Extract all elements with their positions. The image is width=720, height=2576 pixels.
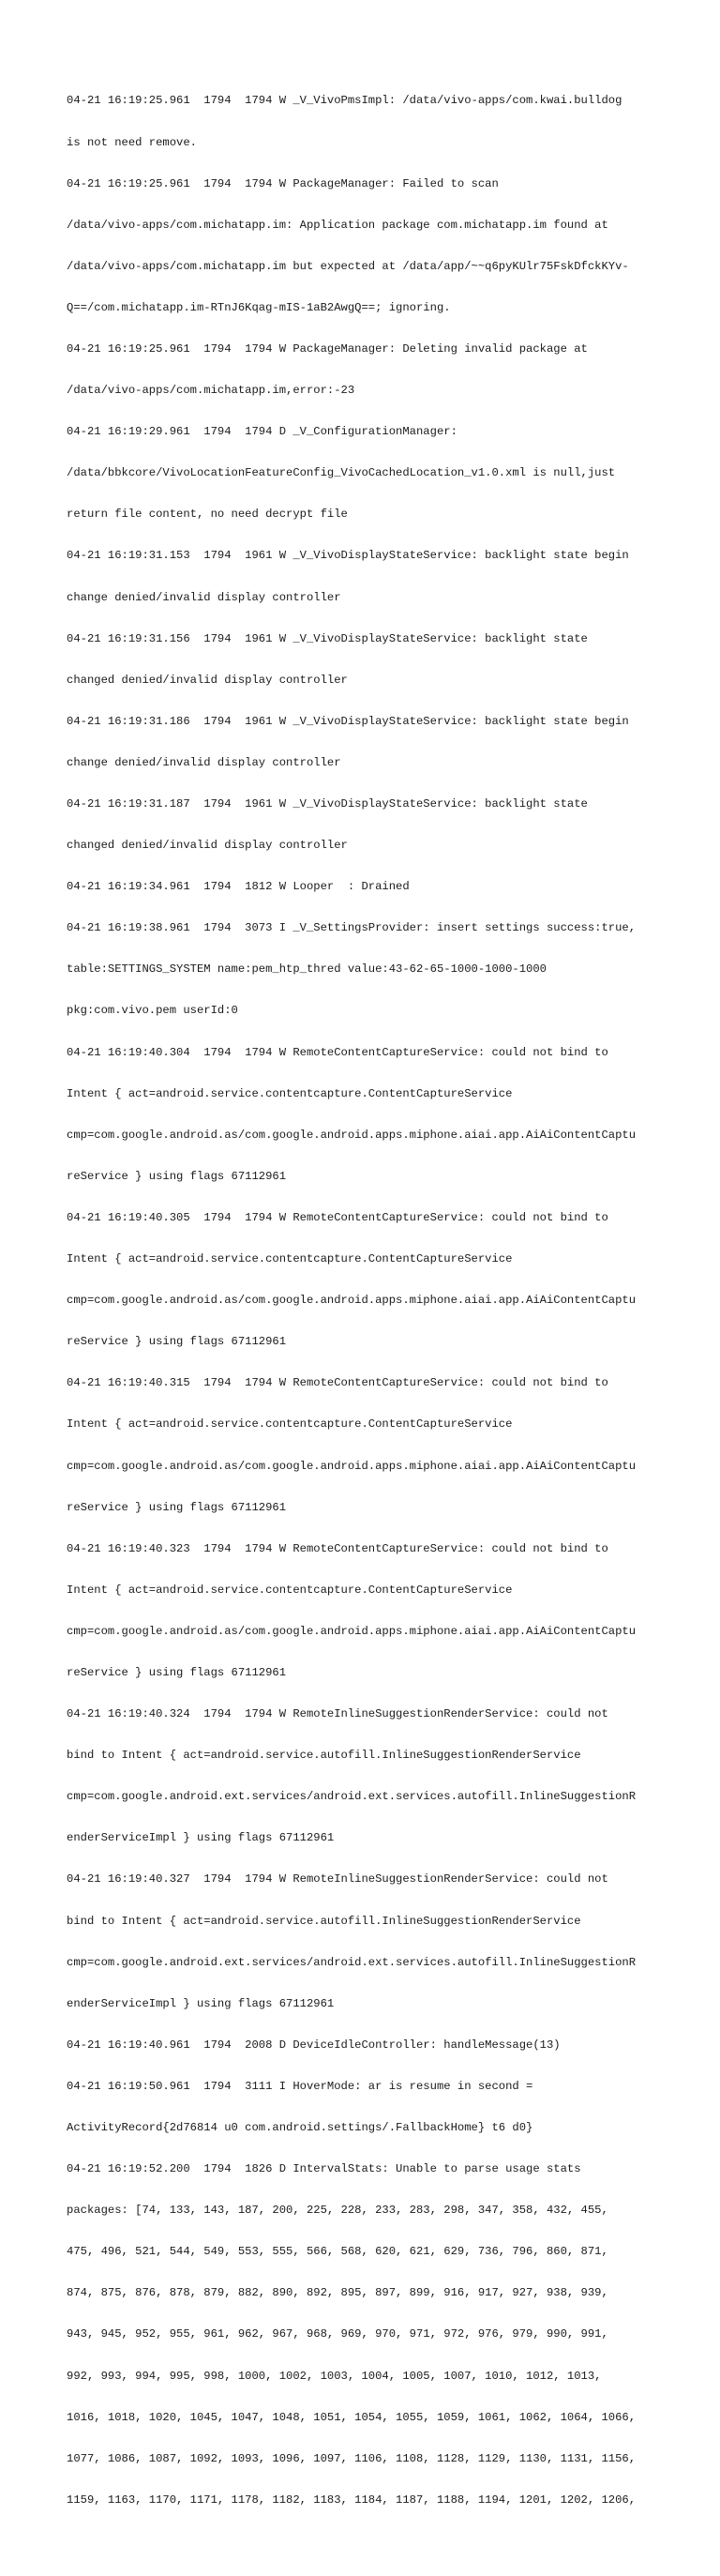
- log-line: [67, 2535, 667, 2549]
- log-line: 1159, 1163, 1170, 1171, 1178, 1182, 1183, 1184, 1187, 1188, 1194, 1201, 1202, 1206,: [67, 2493, 637, 2507]
- log-line: Intent { act=android.service.contentcapture.ContentCaptureService: [67, 1252, 513, 1266]
- log-line: 04-21 16:19:40.324 1794 1794 W RemoteInlineSuggestionRenderService: could not: [67, 1707, 608, 1721]
- log-line: changed denied/invalid display controller: [67, 839, 348, 853]
- log-line: /data/bbkcore/VivoLocationFeatureConfig_VivoCachedLocation_v1.0.xml is null,just: [67, 466, 616, 480]
- log-line: 04-21 16:19:40.961 1794 2008 D DeviceIdleController: handleMessage(13): [67, 2038, 561, 2052]
- log-line: bind to Intent { act=android.service.autofill.InlineSuggestionRenderService: [67, 1914, 581, 1928]
- log-line: 943, 945, 952, 955, 961, 962, 967, 968, 969, 970, 971, 972, 976, 979, 990, 991,: [67, 2327, 608, 2341]
- log-line: /data/vivo-apps/com.michatapp.im but expected at /data/app/~~q6pyKUlr75FskDfckKYv-: [67, 259, 629, 273]
- log-line: pkg:com.vivo.pem userId:0: [67, 1004, 238, 1018]
- log-line: bind to Intent { act=android.service.autofill.InlineSuggestionRenderService: [67, 1749, 581, 1763]
- log-line: 04-21 16:19:31.186 1794 1961 W _V_VivoDisplayStateService: backlight state begin: [67, 714, 629, 728]
- log-line: 04-21 16:19:25.961 1794 1794 W PackageManager: Failed to scan: [67, 176, 499, 190]
- log-line: 04-21 16:19:40.304 1794 1794 W RemoteContentCaptureService: could not bind to: [67, 1045, 608, 1059]
- log-line: reService } using flags 67112961: [67, 1665, 287, 1679]
- log-line: /data/vivo-apps/com.michatapp.im,error:-23: [67, 384, 355, 398]
- log-line: cmp=com.google.android.ext.services/android.ext.services.autofill.InlineSuggestionR: [67, 1955, 637, 1969]
- log-line: 1077, 1086, 1087, 1092, 1093, 1096, 1097, 1106, 1108, 1128, 1129, 1130, 1131, 1156,: [67, 2451, 637, 2465]
- log-line: 04-21 16:19:29.961 1794 1794 D _V_ConfigurationManager:: [67, 425, 458, 439]
- log-line: 04-21 16:19:25.961 1794 1794 W PackageManager: Deleting invalid package at: [67, 341, 588, 356]
- log-line: 04-21 16:19:52.200 1794 1826 D IntervalStats: Unable to parse usage stats: [67, 2162, 581, 2176]
- log-line: change denied/invalid display controller: [67, 590, 341, 604]
- log-line: 475, 496, 521, 544, 549, 553, 555, 566, 568, 620, 621, 629, 736, 796, 860, 871,: [67, 2245, 608, 2259]
- log-line: return file content, no need decrypt file: [67, 508, 348, 522]
- log-line: table:SETTINGS_SYSTEM name:pem_htp_thred value:43-62-65-1000-1000-1000: [67, 962, 547, 977]
- log-line: Intent { act=android.service.contentcapture.ContentCaptureService: [67, 1417, 513, 1432]
- log-line: 1016, 1018, 1020, 1045, 1047, 1048, 1051, 1054, 1055, 1059, 1061, 1062, 1064, 1066,: [67, 2410, 637, 2424]
- log-line: 04-21 16:19:50.961 1794 3111 I HoverMode: ar is resume in second =: [67, 2079, 533, 2093]
- log-line: cmp=com.google.android.ext.services/android.ext.services.autofill.InlineSuggestionR: [67, 1790, 637, 1804]
- log-line: 04-21 16:19:38.961 1794 3073 I _V_SettingsProvider: insert settings success:true,: [67, 921, 637, 935]
- log-line: enderServiceImpl } using flags 67112961: [67, 1831, 335, 1845]
- log-line: Intent { act=android.service.contentcapture.ContentCaptureService: [67, 1583, 513, 1597]
- log-line: packages: [74, 133, 143, 187, 200, 225, 228, 233, 283, 298, 347, 358, 432, 455,: [67, 2204, 608, 2218]
- log-line: 04-21 16:19:40.315 1794 1794 W RemoteContentCaptureService: could not bind to: [67, 1376, 608, 1390]
- log-line: 04-21 16:19:40.327 1794 1794 W RemoteInlineSuggestionRenderService: could not: [67, 1872, 608, 1887]
- log-line: 992, 993, 994, 995, 998, 1000, 1002, 1003, 1004, 1005, 1007, 1010, 1012, 1013,: [67, 2369, 602, 2383]
- log-line: changed denied/invalid display controller: [67, 673, 348, 687]
- log-text-block: [67, 67, 667, 2576]
- log-line: cmp=com.google.android.as/com.google.android.apps.miphone.aiai.app.AiAiContentCaptu: [67, 1624, 637, 1638]
- log-line: 874, 875, 876, 878, 879, 882, 890, 892, 895, 897, 899, 916, 917, 927, 938, 939,: [67, 2286, 608, 2300]
- log-line: 04-21 16:19:31.153 1794 1961 W _V_VivoDisplayStateService: backlight state begin: [67, 549, 629, 563]
- log-line: 04-21 16:19:31.156 1794 1961 W _V_VivoDisplayStateService: backlight state: [67, 631, 588, 645]
- log-line: 04-21 16:19:40.305 1794 1794 W RemoteContentCaptureService: could not bind to: [67, 1210, 608, 1224]
- log-line: cmp=com.google.android.as/com.google.android.apps.miphone.aiai.app.AiAiContentCaptu: [67, 1459, 637, 1473]
- log-line: Q==/com.michatapp.im-RTnJ6Kqag-mIS-1aB2AwgQ==; ignoring.: [67, 300, 451, 314]
- log-line: cmp=com.google.android.as/com.google.android.apps.miphone.aiai.app.AiAiContentCaptu: [67, 1128, 637, 1142]
- log-line: is not need remove.: [67, 135, 197, 149]
- log-line: 04-21 16:19:40.323 1794 1794 W RemoteContentCaptureService: could not bind to: [67, 1541, 608, 1555]
- log-line: 04-21 16:19:34.961 1794 1812 W Looper : Drained: [67, 880, 410, 894]
- log-line: change denied/invalid display controller: [67, 755, 341, 769]
- log-line: reService } using flags 67112961: [67, 1500, 287, 1514]
- log-line: reService } using flags 67112961: [67, 1335, 287, 1349]
- log-line: Intent { act=android.service.contentcapture.ContentCaptureService: [67, 1086, 513, 1100]
- log-line: 04-21 16:19:31.187 1794 1961 W _V_VivoDisplayStateService: backlight state: [67, 797, 588, 811]
- log-line: enderServiceImpl } using flags 67112961: [67, 1996, 335, 2010]
- log-line: reService } using flags 67112961: [67, 1169, 287, 1183]
- log-line: /data/vivo-apps/com.michatapp.im: Application package com.michatapp.im found at: [67, 218, 608, 232]
- log-line: ActivityRecord{2d76814 u0 com.android.settings/.FallbackHome} t6 d0}: [67, 2121, 533, 2134]
- log-line: cmp=com.google.android.as/com.google.android.apps.miphone.aiai.app.AiAiContentCaptu: [67, 1294, 637, 1308]
- log-line: 04-21 16:19:25.961 1794 1794 W _V_VivoPmsImpl: /data/vivo-apps/com.kwai.bulldog: [67, 94, 622, 108]
